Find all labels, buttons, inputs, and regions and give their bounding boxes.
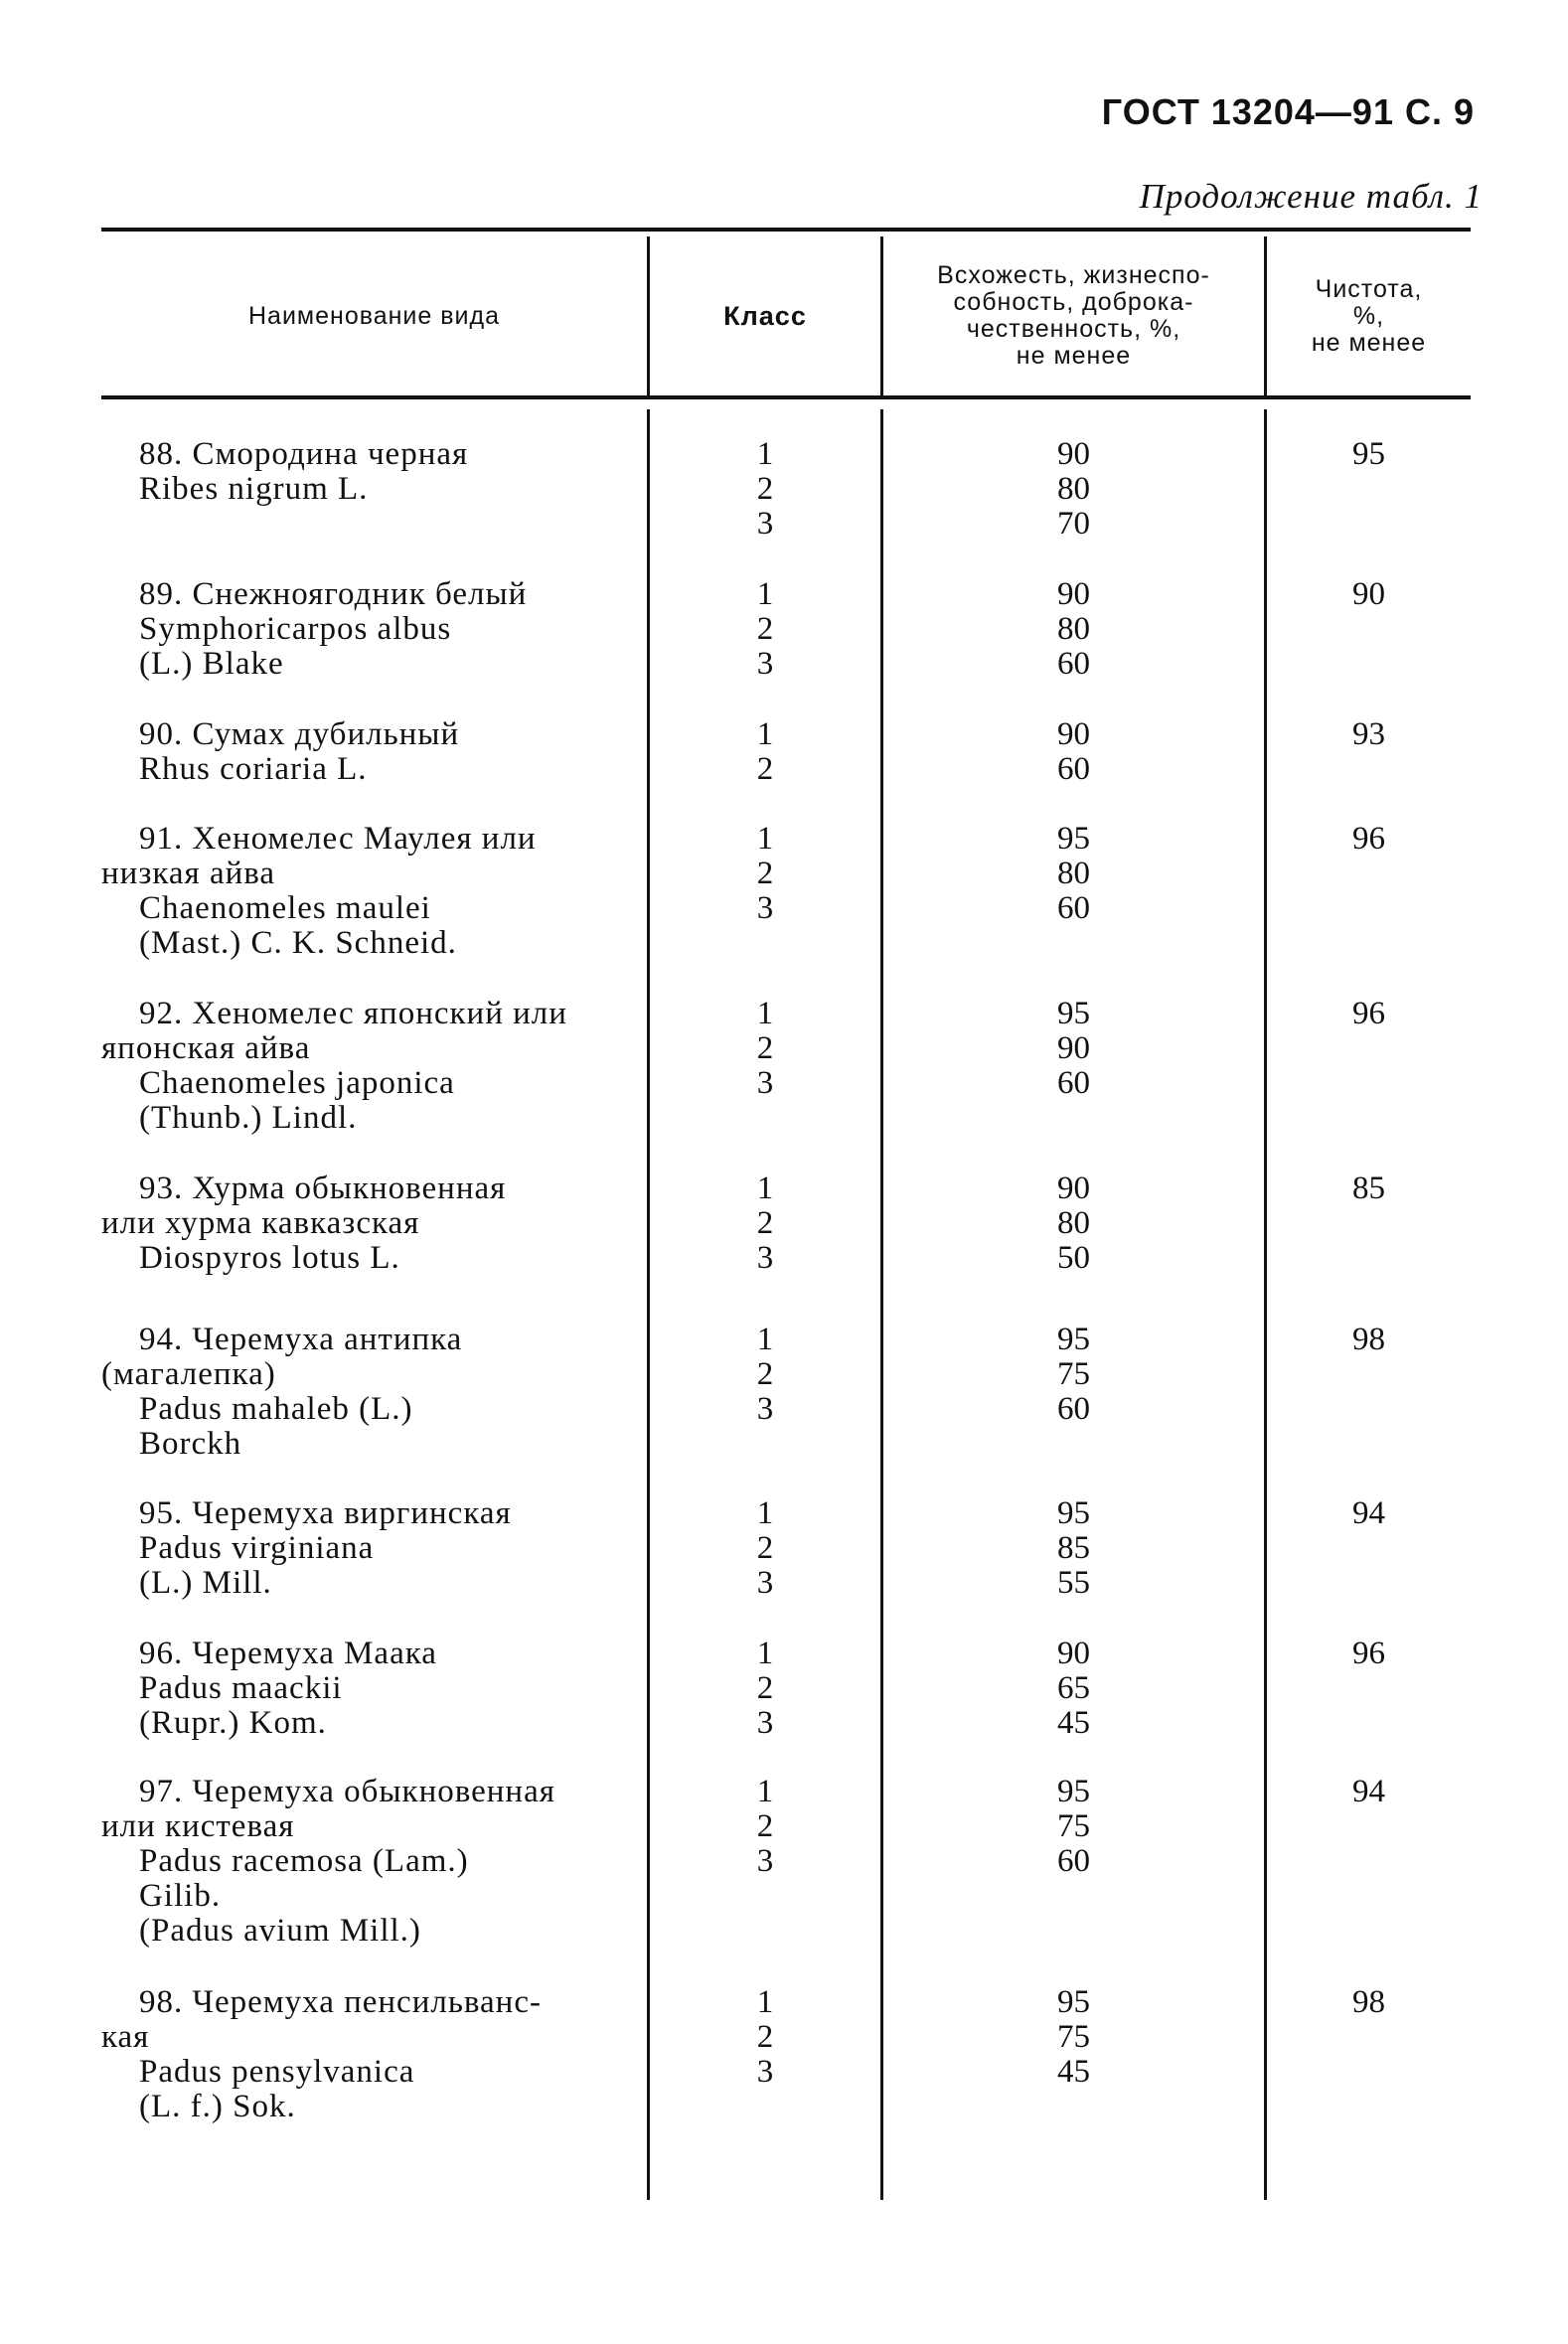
species-name-line: Borckh bbox=[139, 1426, 242, 1462]
class-value: 3 bbox=[756, 506, 774, 542]
species-name-line: (магалепка) bbox=[101, 1356, 276, 1392]
species-name bbox=[101, 1985, 643, 2124]
class-values bbox=[650, 437, 880, 542]
species-name-ru: 88. Смородина черная bbox=[139, 436, 469, 472]
germination-values bbox=[883, 1172, 1264, 1276]
species-name-line: Padus pensylvanica bbox=[139, 2054, 415, 2090]
species-name-ru: 98. Черемуха пенсильванс- bbox=[139, 1984, 542, 2020]
germination-value: 95 bbox=[1057, 1322, 1090, 1357]
germination-value: 75 bbox=[1057, 1808, 1090, 1844]
germination-value: 90 bbox=[1057, 1030, 1090, 1066]
species-name-ru: 96. Черемуха Маака bbox=[139, 1636, 437, 1671]
species-name bbox=[101, 1775, 643, 1949]
species-name-line: (Rupr.) Kom. bbox=[139, 1705, 327, 1741]
purity-value: 94 bbox=[1352, 1774, 1385, 1809]
germination-value: 95 bbox=[1057, 1774, 1090, 1809]
class-value: 2 bbox=[756, 1670, 774, 1706]
class-value: 1 bbox=[756, 1984, 774, 2020]
species-name-ru: 89. Снежноягодник белый bbox=[139, 576, 528, 612]
page-header: ГОСТ 13204—91 С. 9 bbox=[1101, 91, 1475, 132]
species-name-line: (L.) Mill. bbox=[139, 1565, 272, 1601]
germination-value: 80 bbox=[1057, 611, 1090, 647]
class-values bbox=[650, 997, 880, 1101]
class-value: 2 bbox=[756, 1356, 774, 1392]
germination-value: 95 bbox=[1057, 821, 1090, 857]
column-header-line: Класс bbox=[723, 300, 807, 331]
germination-value: 60 bbox=[1057, 1065, 1090, 1101]
species-name-line: (Mast.) C. K. Schneid. bbox=[139, 925, 457, 961]
species-name-line: Chaenomeles japonica bbox=[139, 1065, 455, 1101]
column-header-line: Всхожесть, жизнеспо- bbox=[937, 261, 1210, 289]
class-values bbox=[650, 1323, 880, 1427]
species-name bbox=[101, 717, 643, 787]
germination-value: 50 bbox=[1057, 1240, 1090, 1276]
class-value: 1 bbox=[756, 1495, 774, 1531]
species-name-line: или кистевая bbox=[101, 1808, 295, 1844]
germination-values bbox=[883, 1985, 1264, 2090]
class-value: 2 bbox=[756, 471, 774, 507]
class-value: 2 bbox=[756, 611, 774, 647]
germination-values bbox=[883, 577, 1264, 682]
class-value: 1 bbox=[756, 576, 774, 612]
germination-value: 75 bbox=[1057, 2019, 1090, 2055]
germination-values bbox=[883, 717, 1264, 787]
column-header-line: Наименование вида bbox=[248, 301, 500, 330]
class-values bbox=[650, 1637, 880, 1741]
germination-value: 80 bbox=[1057, 856, 1090, 891]
class-values bbox=[650, 822, 880, 926]
class-value: 2 bbox=[756, 1808, 774, 1844]
column-header-purity bbox=[1267, 236, 1471, 395]
species-name-line: Ribes nigrum L. bbox=[139, 471, 369, 507]
species-name-line: Chaenomeles maulei bbox=[139, 890, 431, 926]
class-value: 3 bbox=[756, 1843, 774, 1879]
column-header-line: %, bbox=[1352, 301, 1385, 330]
germination-value: 95 bbox=[1057, 1984, 1090, 2020]
class-value: 1 bbox=[756, 1322, 774, 1357]
germination-value: 90 bbox=[1057, 1636, 1090, 1671]
germination-value: 85 bbox=[1057, 1530, 1090, 1566]
class-value: 3 bbox=[756, 646, 774, 682]
table-caption: Продолжение табл. 1 bbox=[1139, 177, 1483, 216]
germination-values bbox=[883, 822, 1264, 926]
species-name-line: Padus maackii bbox=[139, 1670, 343, 1706]
class-value: 3 bbox=[756, 1391, 774, 1427]
column-header-line: Чистота, bbox=[1315, 274, 1423, 303]
germination-value: 55 bbox=[1057, 1565, 1090, 1601]
class-values bbox=[650, 1985, 880, 2090]
purity-value: 98 bbox=[1352, 1984, 1385, 2020]
column-header-class bbox=[650, 236, 880, 395]
species-name bbox=[101, 1637, 643, 1741]
species-name-line: кая bbox=[101, 2019, 150, 2055]
germination-value: 60 bbox=[1057, 751, 1090, 787]
class-value: 2 bbox=[756, 1205, 774, 1241]
species-name-line: (Padus avium Mill.) bbox=[139, 1913, 421, 1949]
species-name bbox=[101, 1323, 643, 1462]
species-name-ru: 93. Хурма обыкновенная bbox=[139, 1171, 507, 1206]
column-header-line: собность, доброка- bbox=[953, 288, 1194, 316]
purity-value: 85 bbox=[1352, 1171, 1385, 1206]
germination-values bbox=[883, 1637, 1264, 1741]
germination-value: 45 bbox=[1057, 1705, 1090, 1741]
species-name-line: Padus racemosa (Lam.) bbox=[139, 1843, 469, 1879]
species-name-ru: 97. Черемуха обыкновенная bbox=[139, 1774, 555, 1809]
class-value: 3 bbox=[756, 890, 774, 926]
purity-value: 95 bbox=[1352, 436, 1385, 472]
germination-value: 45 bbox=[1057, 2054, 1090, 2090]
species-name bbox=[101, 437, 643, 507]
germination-value: 90 bbox=[1057, 1171, 1090, 1206]
germination-values bbox=[883, 1496, 1264, 1601]
class-values bbox=[650, 717, 880, 787]
table-header-rule bbox=[101, 395, 1471, 399]
germination-value: 90 bbox=[1057, 576, 1090, 612]
species-name-ru: 91. Хеномелес Маулея или bbox=[139, 821, 537, 857]
species-name-line: Rhus coriaria L. bbox=[139, 751, 368, 787]
species-name-line: (Thunb.) Lindl. bbox=[139, 1100, 358, 1136]
column-header-name bbox=[101, 236, 647, 395]
purity-value: 94 bbox=[1352, 1495, 1385, 1531]
species-name bbox=[101, 997, 643, 1136]
class-value: 1 bbox=[756, 821, 774, 857]
species-name bbox=[101, 577, 643, 682]
class-value: 3 bbox=[756, 1705, 774, 1741]
class-value: 1 bbox=[756, 436, 774, 472]
class-value: 2 bbox=[756, 1530, 774, 1566]
species-name-ru: 90. Сумах дубильный bbox=[139, 716, 460, 752]
species-name bbox=[101, 822, 643, 961]
germination-value: 95 bbox=[1057, 1495, 1090, 1531]
species-name bbox=[101, 1172, 643, 1276]
species-name-line: Symphoricarpos albus bbox=[139, 611, 452, 647]
germination-value: 65 bbox=[1057, 1670, 1090, 1706]
germination-value: 95 bbox=[1057, 996, 1090, 1031]
germination-value: 60 bbox=[1057, 646, 1090, 682]
germination-value: 90 bbox=[1057, 716, 1090, 752]
species-name-ru: 92. Хеномелес японский или bbox=[139, 996, 567, 1031]
purity-value: 90 bbox=[1352, 576, 1385, 612]
species-name-line: (L.) Blake bbox=[139, 646, 284, 682]
purity-value: 96 bbox=[1352, 821, 1385, 857]
class-value: 3 bbox=[756, 2054, 774, 2090]
germination-value: 90 bbox=[1057, 436, 1090, 472]
class-values bbox=[650, 1172, 880, 1276]
germination-values bbox=[883, 1775, 1264, 1879]
table-top-rule bbox=[101, 228, 1471, 232]
species-name bbox=[101, 1496, 643, 1601]
purity-value: 98 bbox=[1352, 1322, 1385, 1357]
purity-value: 93 bbox=[1352, 716, 1385, 752]
class-value: 3 bbox=[756, 1065, 774, 1101]
class-value: 1 bbox=[756, 1171, 774, 1206]
germination-value: 60 bbox=[1057, 1843, 1090, 1879]
germination-values bbox=[883, 997, 1264, 1101]
class-value: 2 bbox=[756, 751, 774, 787]
column-header-germination bbox=[883, 236, 1264, 395]
species-name-line: Diospyros lotus L. bbox=[139, 1240, 400, 1276]
germination-values bbox=[883, 1323, 1264, 1427]
column-header-line: не менее bbox=[1016, 342, 1132, 370]
purity-value: 96 bbox=[1352, 996, 1385, 1031]
class-values bbox=[650, 1496, 880, 1601]
species-name-line: низкая айва bbox=[101, 856, 276, 891]
class-value: 1 bbox=[756, 716, 774, 752]
class-values bbox=[650, 1775, 880, 1879]
species-name-line: Padus mahaleb (L.) bbox=[139, 1391, 413, 1427]
class-values bbox=[650, 577, 880, 682]
class-value: 1 bbox=[756, 1636, 774, 1671]
species-name-ru: 94. Черемуха антипка bbox=[139, 1322, 463, 1357]
species-name-ru: 95. Черемуха виргинская bbox=[139, 1495, 512, 1531]
germination-value: 60 bbox=[1057, 1391, 1090, 1427]
germination-value: 75 bbox=[1057, 1356, 1090, 1392]
germination-values bbox=[883, 437, 1264, 542]
column-header-line: чественность, %, bbox=[966, 315, 1181, 343]
species-name-line: или хурма кавказская bbox=[101, 1205, 420, 1241]
class-value: 2 bbox=[756, 856, 774, 891]
species-name-line: Gilib. bbox=[139, 1878, 222, 1914]
column-header-line: не менее bbox=[1311, 328, 1427, 357]
germination-value: 70 bbox=[1057, 506, 1090, 542]
species-name-line: Padus virginiana bbox=[139, 1530, 375, 1566]
germination-value: 80 bbox=[1057, 1205, 1090, 1241]
germination-value: 60 bbox=[1057, 890, 1090, 926]
class-value: 3 bbox=[756, 1240, 774, 1276]
species-name-line: (L. f.) Sok. bbox=[139, 2089, 296, 2124]
class-value: 1 bbox=[756, 1774, 774, 1809]
species-name-line: японская айва bbox=[101, 1030, 311, 1066]
class-value: 3 bbox=[756, 1565, 774, 1601]
class-value: 2 bbox=[756, 2019, 774, 2055]
body-divider bbox=[1264, 409, 1267, 2200]
class-value: 1 bbox=[756, 996, 774, 1031]
purity-value: 96 bbox=[1352, 1636, 1385, 1671]
germination-value: 80 bbox=[1057, 471, 1090, 507]
class-value: 2 bbox=[756, 1030, 774, 1066]
